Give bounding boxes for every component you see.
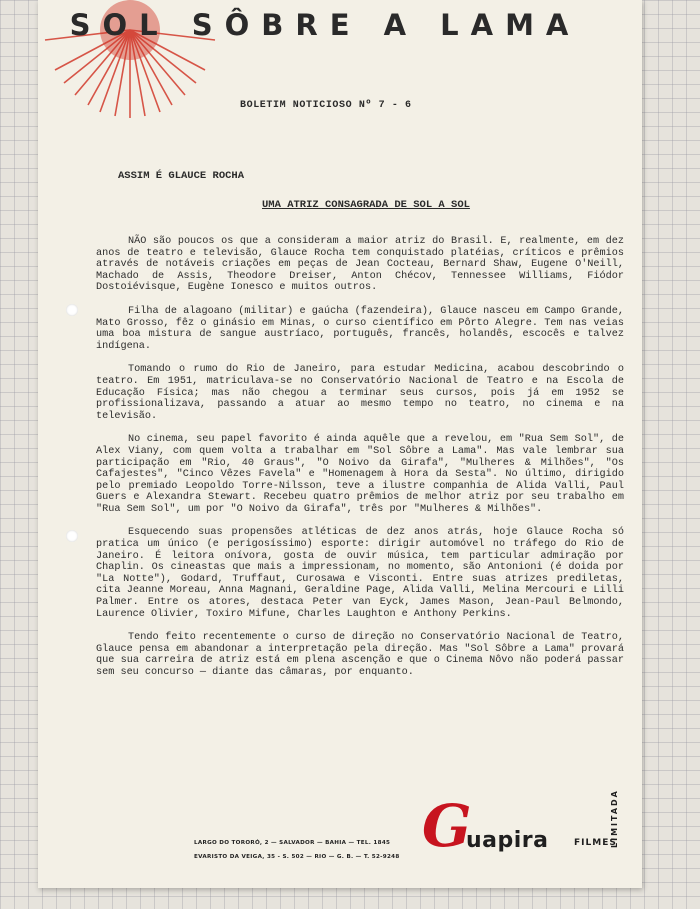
bulletin-number: BOLETIM NOTICIOSO Nº 7 - 6 xyxy=(240,100,412,111)
address-rio: EVARISTO DA VEIGA, 35 - S. 502 — RIO — G. B. — T. 52-9248 xyxy=(194,854,400,860)
paragraph: Tendo feito recentemente o curso de direção no Conservatório Nacional de Teatro, Glauce pensa em abandonar a interpretação pela direção. Mas "Sol Sôbre a Lama" provará que sua carreira de atriz está em plena ascenção e que o Cinema Nôvo não poderá passar sem seu concurso — diante das câmaras, por enquanto. xyxy=(96,632,624,678)
punch-hole xyxy=(66,530,78,542)
paragraph: Filha de alagoano (militar) e gaúcha (fazendeira), Glauce nasceu em Campo Grande, Mato Grosso, fêz o ginásio em Minas, o curso científico em Pôrto Alegre. Tem nas veias uma boa mistura de sangue austríaco, português, francês, holandês, escocês e talvez indígena. xyxy=(96,305,624,352)
article-heading: ASSIM É GLAUCE ROCHA xyxy=(118,170,245,182)
article-body xyxy=(96,236,624,691)
masthead-title: SOL SÔBRE A LAMA xyxy=(69,8,581,42)
address-salvador: LARGO DO TORORÓ, 2 — SALVADOR — BAHIA — TEL. 1845 xyxy=(194,840,391,846)
logo-letter-g: G xyxy=(422,792,472,860)
paragraph: NÃO são poucos os que a consideram a maior atriz do Brasil. E, realmente, em dez anos de teatro e televisão, Glauce Rocha tem conquistado platéias, críticos e prêmios através de notáveis criações em peças de Jean Cocteau, Bernard Shaw, Eugene O'Neill, Machado de Assis, Theodore Dreiser, Anton Chécov, Tennessee Williams, Fiódor Dostoiévisque, Eugène Ionesco e muitos outros. xyxy=(96,236,624,294)
logo-wordmark: uapira xyxy=(466,828,549,853)
guapira-logo xyxy=(422,792,622,866)
paragraph: Tomando o rumo do Rio de Janeiro, para estudar Medicina, acabou descobrindo o teatro. Em 1951, matriculava-se no Conservatório Nacional de Teatro e na Escola de Educação Física; mas não chegou a terminar seus cursos, pois já em 1952 se profissionalizava, passando a atuar ao mesmo tempo no teatro, no cinema e na televisão. xyxy=(96,364,624,422)
paragraph: Esquecendo suas propensões atléticas de dez anos atrás, hoje Glauce Rocha só pratica um único (e perigosíssimo) esporte: dirigir automóvel no tráfego do Rio de Janeiro. É leitora onívora, gosta de ouvir música, tem particular admiração por Chaplin. Os cineastas que mais a impressionam, no momento, são Antonioni (é doida por "La Notte"), Godard, Truffaut, Curosawa e Visconti. Entre suas atrizes prediletas, cita Jeanne Moreau, Anna Magnani, Geraldine Page, Alida Valli, Melina Mercouri e Lilli Palmer. Entre os atores, destaca Peter van Eyck, James Mason, Jean-Paul Belmondo, Laurence Olivier, Toxiro Mifune, Charles Laughton e Anthony Perkins. xyxy=(96,527,624,620)
logo-limitada: LIMITADA xyxy=(610,789,619,848)
logo-filmes: FILMES xyxy=(574,838,617,848)
paragraph: No cinema, seu papel favorito é ainda aquêle que a revelou, em "Rua Sem Sol", de Alex Viany, com quem volta a trabalhar em "Sol Sôbre a Lama". Mas vale lembrar sua participação em "Rio, 40 Graus", "O Noivo da Girafa", "Mulheres & Milhões", "Os Cafajestes", "Cinco Vêzes Favela" e "Homenagem à Hora da Sesta". No último, dirigido pelo premiado Leopoldo Torre-Nilsson, teve a ilustre companhia de Alida Valli, Paul Guers e Alexandra Stewart. Recebeu quatro prêmios de melhor atriz por seu trabalho em "Rua Sem Sol", um por "O Noivo da Girafa", três por "Mulheres & Milhões". xyxy=(96,434,624,515)
article-subheading: UMA ATRIZ CONSAGRADA DE SOL A SOL xyxy=(262,199,470,211)
address-footer xyxy=(194,840,400,868)
punch-hole xyxy=(66,304,78,316)
